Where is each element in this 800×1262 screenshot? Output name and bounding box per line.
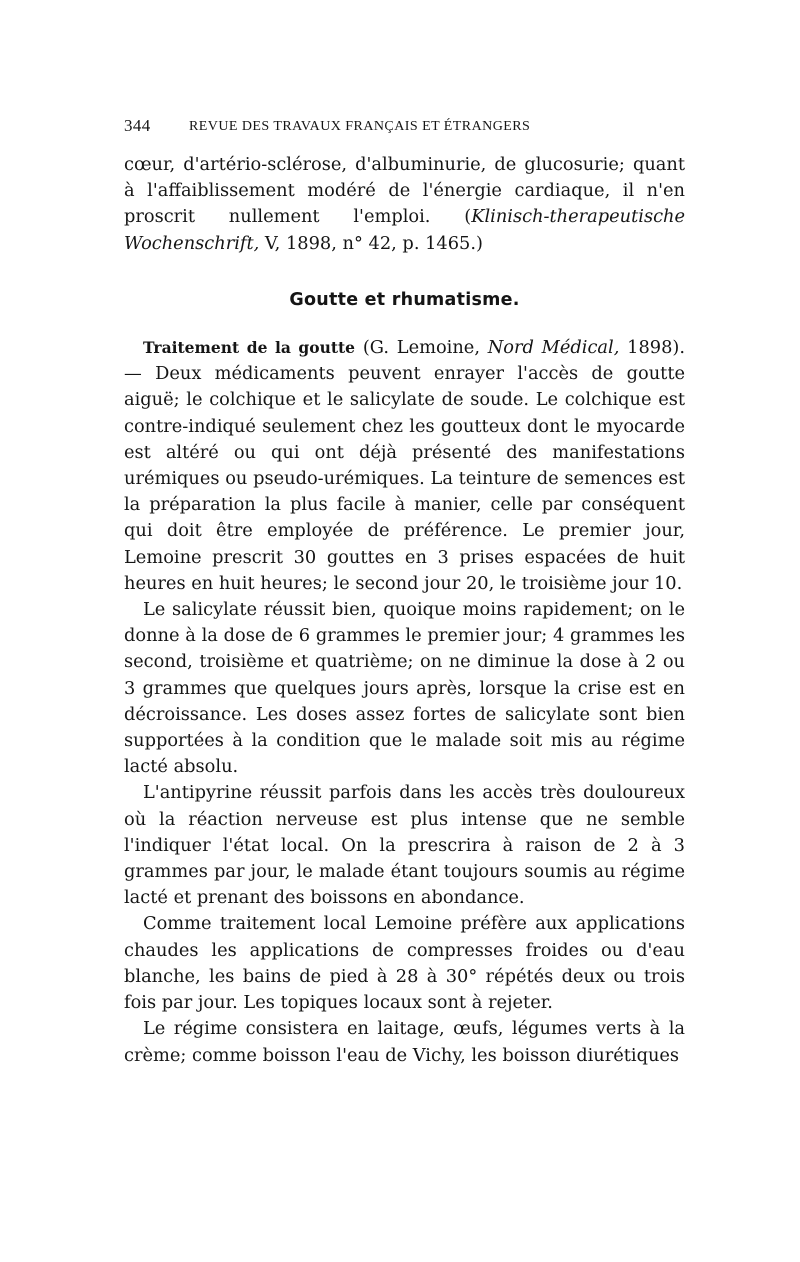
- citation-journal: Nord Médical,: [487, 337, 620, 359]
- section-title: Goutte et rhumatisme.: [289, 289, 520, 310]
- citation-author: (G. Lemoine,: [355, 337, 488, 359]
- running-head: REVUE DES TRAVAUX FRANÇAIS ET ÉTRANGERS: [189, 119, 531, 134]
- citation-year: 1898).: [619, 337, 685, 359]
- continued-paragraph-text: cœur, d'artério-sclérose, d'albuminurie, de glucosurie; quant à l'affaiblissement modéré de l'énergie cardiaque, il n'en proscrit nullement l'emploi. (: [124, 154, 685, 228]
- journal-title: Klinisch-therapeutische Wochenschrift,: [124, 206, 685, 254]
- continued-paragraph: [124, 152, 685, 257]
- paragraph-antipyrine: L'antipyrine réussit parfois dans les accès très douloureux où la réaction nerveuse est plus intense que ne semble l'indiquer l'état local. On la prescrira à raison de 2 à 3 grammes par jour, le malade étant toujours soumis au régime lacté et prenant des boissons en abondance.: [124, 782, 685, 909]
- article-first-paragraph: [124, 335, 685, 597]
- page-number: 344: [124, 116, 151, 135]
- body-text: [124, 152, 685, 1069]
- page-header: [124, 116, 685, 140]
- first-paragraph-text: — Deux médicaments peuvent enrayer l'accès de goutte aiguë; le colchique et le salicylate de soude. Le colchique est contre-indiqué seulement chez les goutteux dont le myocarde est altéré ou qui ont déjà présenté des manifestations urémiques ou pseudo-urémiques. La teinture de semences est la préparation la plus facile à manier, celle par conséquent qui doit être employée de préférence. Le premier jour, Lemoine prescrit 30 gouttes en 3 prises espacées de huit heures en huit heures; le second jour 20, le troisième jour 10.: [124, 363, 685, 594]
- paragraph-salicylate: Le salicylate réussit bien, quoique moins rapidement; on le donne à la dose de 6 grammes le premier jour; 4 grammes les second, troisième et quatrième; on ne diminue la dose à 2 ou 3 grammes que quelques jours après, lorsque la crise est en décroissance. Les doses assez fortes de salicylate sont bien supportées à la condition que le malade soit mis au régime lacté absolu.: [124, 599, 685, 778]
- paragraph-diet: Le régime consistera en laitage, œufs, légumes verts à la crème; comme boisson l'eau de Vichy, les boisson diurétiques: [124, 1018, 685, 1066]
- article-heading: Traitement de la goutte: [143, 338, 356, 358]
- paragraph-local-treatment: Comme traitement local Lemoine préfère aux applications chaudes les applications de compresses froides ou d'eau blanche, les bains de pied à 28 à 30° répétés deux ou trois fois par jour. Les topiques locaux sont à rejeter.: [124, 913, 685, 1014]
- journal-reference: V, 1898, n° 42, p. 1465.): [259, 232, 483, 254]
